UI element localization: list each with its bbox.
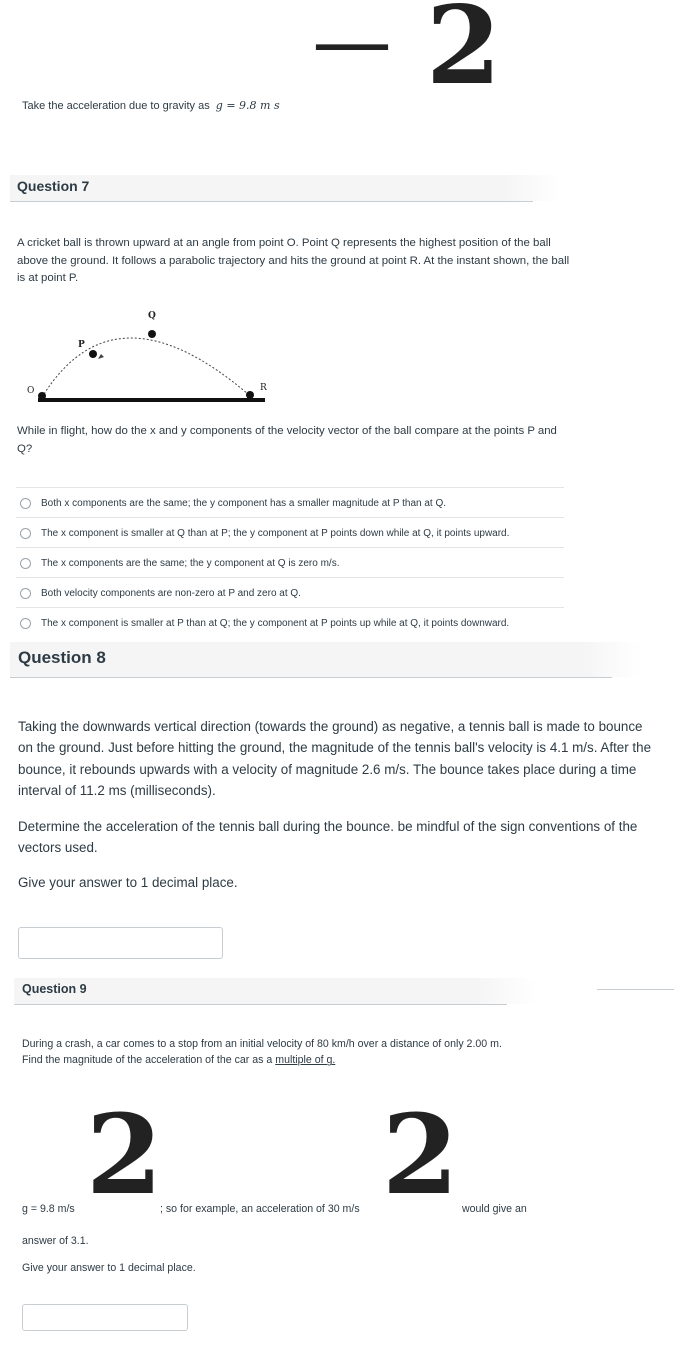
radio-button[interactable]: [20, 588, 31, 599]
answer-label: Both x components are the same; the y component has a smaller magnitude at P than at Q.: [41, 497, 447, 509]
point-q-dot: [148, 330, 156, 338]
radio-button[interactable]: [20, 528, 31, 539]
answer-label: The x component is smaller at Q than at P; the y component at P points down while at Q, it points upward.: [41, 527, 510, 539]
gravity-formula: g = 9.8 m s: [215, 99, 280, 112]
question-8-paragraph-1: Taking the downwards vertical direction (towards the ground) as negative, a tennis ball is made to bounce on the ground. Just before hitting the ground, the magnitude of the tennis ball's velocity is 4.1 m/s. After the bounce, it rebounds upwards with a velocity of magnitude 2.6 m/s. The bounce takes place during a time interval of 11.2 ms (milliseconds).: [18, 719, 652, 799]
label-o: O: [27, 386, 35, 396]
label-p: P: [78, 340, 85, 350]
answer-label: Both velocity components are non-zero at P and zero at Q.: [41, 587, 301, 599]
gravity-value: g = 9.8 m/s: [22, 1203, 75, 1215]
trajectory-path: [44, 338, 248, 394]
point-o-dot: [38, 392, 46, 400]
big-two-b: 2: [382, 1090, 459, 1219]
radio-button[interactable]: [20, 558, 31, 569]
question-9-header: Question 9: [14, 978, 507, 1005]
answer-example: answer of 3.1.: [22, 1235, 89, 1247]
question-9-prompt: During a crash, a car comes to a stop from an initial velocity of 80 km/h over a distance of only 2.00 m. Find the magnitude of the acceleration of the car as a multiple of g.: [22, 1038, 502, 1067]
divider-line: [597, 989, 674, 990]
question-7-question: While in flight, how do the x and y components of the velocity vector of the ball compare at the points P and Q?: [17, 425, 557, 455]
question-8-answer-input[interactable]: [18, 927, 223, 959]
point-p-dot: [89, 350, 97, 358]
question-7-prompt: A cricket ball is thrown upward at an angle from point O. Point Q represents the highest position of the ball above the ground. It follows a parabolic trajectory and hits the ground at point R. At the instant shown, the ball is at point P.: [17, 237, 570, 285]
would-give-text: would give an: [462, 1203, 527, 1215]
answer-option-2[interactable]: [16, 517, 564, 548]
trajectory-diagram: [20, 302, 280, 410]
answer-option-4[interactable]: [16, 577, 564, 608]
answer-option-5[interactable]: [16, 607, 564, 638]
radio-button[interactable]: [20, 498, 31, 509]
answer-label: The x component is smaller at P than at Q; the y component at P points up while at Q, it points downward.: [41, 617, 510, 629]
gravity-note: Take the acceleration due to gravity as g = 9.8 m s: [22, 99, 280, 112]
question-7-header: Question 7: [10, 175, 533, 202]
answer-option-3[interactable]: [16, 547, 564, 578]
header-big-two: 2: [426, 0, 502, 109]
answer-label: The x components are the same; the y component at Q is zero m/s.: [41, 557, 340, 569]
question-8-paragraph-2: Determine the acceleration of the tennis ball during the bounce. be mindful of the sign conventions of the vectors used.: [18, 819, 638, 856]
radio-button[interactable]: [20, 618, 31, 629]
multiple-of-g-link[interactable]: multiple of g.: [275, 1054, 336, 1067]
question-8-header: Question 8: [10, 642, 612, 678]
question-8-paragraph-3: Give your answer to 1 decimal place.: [18, 875, 238, 890]
point-r-dot: [246, 391, 254, 399]
answer-option-1[interactable]: [16, 487, 564, 518]
question-9-answer-input[interactable]: [22, 1304, 188, 1331]
label-r: R: [260, 383, 267, 393]
example-text: ; so for example, an acceleration of 30 m/s: [160, 1203, 360, 1215]
header-dash: —: [312, 2, 392, 88]
label-q: Q: [148, 311, 156, 321]
big-two-a: 2: [86, 1090, 163, 1219]
trajectory-arrow: [98, 354, 104, 359]
decimal-note: Give your answer to 1 decimal place.: [22, 1262, 196, 1274]
